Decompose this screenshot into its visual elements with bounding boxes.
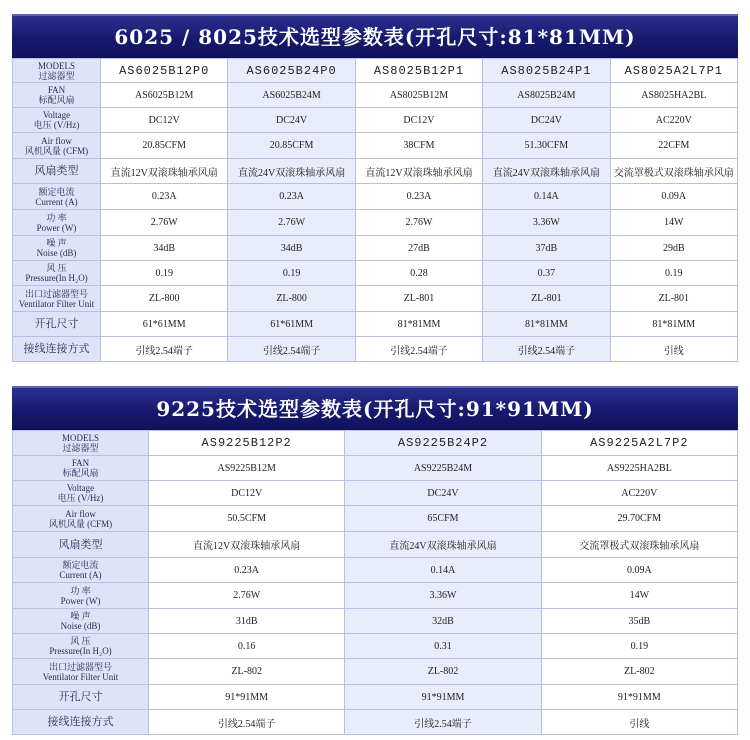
- table-cell: 22CFM: [610, 133, 737, 159]
- table-cell: 引线: [610, 337, 737, 362]
- table-cell: 65CFM: [345, 506, 541, 532]
- row-label: [13, 286, 101, 312]
- table-cell: 14W: [610, 210, 737, 236]
- row-label-primary: 额定电流: [38, 186, 75, 197]
- row-label-secondary: 风机风量 (CFM): [24, 145, 89, 156]
- table-cell: 0.19: [101, 261, 228, 286]
- spec-table: [12, 430, 738, 735]
- row-label-secondary: 标配风扇: [38, 95, 75, 105]
- table-cell: 2.76W: [101, 210, 228, 236]
- table-row: [13, 506, 738, 532]
- table-cell: 20.85CFM: [101, 133, 228, 159]
- table-cell: ZL-801: [355, 286, 482, 312]
- table-row: [13, 312, 738, 337]
- row-label-primary: 出口过滤器型号: [24, 288, 88, 299]
- table-cell: 91*91MM: [541, 685, 737, 710]
- table-row: [13, 286, 738, 312]
- table-row: [13, 634, 738, 659]
- row-label: [13, 337, 101, 362]
- row-label-primary: FAN: [47, 85, 66, 95]
- table-cell: 0.09A: [610, 184, 737, 210]
- table-cell: 3.36W: [483, 210, 610, 236]
- table-cell: 直流24V双滚珠轴承风扇: [228, 159, 355, 184]
- table-cell: DC12V: [149, 481, 345, 506]
- table-cell: 2.76W: [355, 210, 482, 236]
- row-label: [13, 685, 149, 710]
- table-cell: 2.76W: [228, 210, 355, 236]
- table-cell: ZL-802: [345, 659, 541, 685]
- table-cell: 直流12V双滚珠轴承风扇: [149, 532, 345, 558]
- row-label: [13, 583, 149, 609]
- row-label-primary: 噪 声: [46, 238, 67, 248]
- row-label-primary: Voltage: [66, 483, 95, 493]
- table-row: [13, 532, 738, 558]
- row-label-primary: Air flow: [65, 508, 96, 519]
- table-cell: ZL-800: [228, 286, 355, 312]
- table-cell: 0.23A: [101, 184, 228, 210]
- table-row: [13, 583, 738, 609]
- row-label-secondary: Noise (dB): [36, 248, 77, 258]
- row-label-primary: 开孔尺寸: [34, 318, 79, 330]
- row-label: [13, 236, 101, 261]
- table-cell: AS6025B12P0: [101, 59, 228, 83]
- table-cell: 31dB: [149, 609, 345, 634]
- table-cell: AS8025A2L7P1: [610, 59, 737, 83]
- table-cell: 29.70CFM: [541, 506, 737, 532]
- table-cell: AS8025B12M: [355, 83, 482, 108]
- row-label-secondary: Current (A): [35, 196, 78, 207]
- table-row: [13, 133, 738, 159]
- table-cell: 27dB: [355, 236, 482, 261]
- row-label-primary: Air flow: [41, 135, 72, 146]
- table-cell: 0.31: [345, 634, 541, 659]
- row-label: [13, 532, 149, 558]
- row-label-primary: 出口过滤器型号: [48, 661, 112, 672]
- table-cell: DC24V: [228, 108, 355, 133]
- table-row: [13, 59, 738, 83]
- table-cell: AS9225B12M: [149, 456, 345, 481]
- row-label: [13, 83, 101, 108]
- row-label: [13, 431, 149, 456]
- row-label-primary: 接线连接方式: [23, 343, 90, 355]
- table-cell: 2.76W: [149, 583, 345, 609]
- table-row: [13, 337, 738, 362]
- row-label-secondary: Noise (dB): [60, 621, 101, 631]
- row-label: [13, 312, 101, 337]
- table-cell: 32dB: [345, 609, 541, 634]
- row-label-secondary: Pressure(In H₂O): [49, 646, 112, 656]
- table-row: [13, 659, 738, 685]
- table-row: [13, 431, 738, 456]
- table-cell: 0.19: [541, 634, 737, 659]
- table-row: [13, 236, 738, 261]
- table-cell: 0.28: [355, 261, 482, 286]
- row-label: [13, 609, 149, 634]
- row-label-secondary: Power (W): [36, 222, 77, 233]
- table-cell: 51.30CFM: [483, 133, 610, 159]
- table-cell: 引线2.54端子: [483, 337, 610, 362]
- table-cell: 0.23A: [228, 184, 355, 210]
- row-label: [13, 210, 101, 236]
- table-cell: 20.85CFM: [228, 133, 355, 159]
- table-cell: 81*81MM: [355, 312, 482, 337]
- table-cell: 0.16: [149, 634, 345, 659]
- table-cell: 29dB: [610, 236, 737, 261]
- table-cell: 引线2.54端子: [345, 710, 541, 735]
- table-cell: 0.14A: [345, 558, 541, 583]
- table-row: [13, 481, 738, 506]
- table-cell: AS6025B12M: [101, 83, 228, 108]
- row-label: [13, 261, 101, 286]
- row-label-primary: 额定电流: [62, 560, 99, 570]
- row-label: [13, 634, 149, 659]
- row-label-secondary: Ventilator Filter Unit: [42, 671, 119, 682]
- table-cell: ZL-802: [149, 659, 345, 685]
- table-cell: ZL-801: [483, 286, 610, 312]
- row-label: [13, 108, 101, 133]
- table-cell: 直流24V双滚珠轴承风扇: [483, 159, 610, 184]
- table-cell: AS6025B24M: [228, 83, 355, 108]
- table-cell: 3.36W: [345, 583, 541, 609]
- table-title: 6025 / 8025技术选型参数表(开孔尺寸:81*81MM): [12, 14, 738, 58]
- table-title: 9225技术选型参数表(开孔尺寸:91*91MM): [12, 386, 738, 430]
- table-row: [13, 558, 738, 583]
- row-label-primary: 开孔尺寸: [58, 691, 103, 703]
- table-cell: 0.14A: [483, 184, 610, 210]
- row-label-primary: 风 压: [70, 636, 91, 646]
- table-cell: 0.37: [483, 261, 610, 286]
- table-cell: 81*81MM: [610, 312, 737, 337]
- table-cell: 35dB: [541, 609, 737, 634]
- table-row: [13, 710, 738, 735]
- table-cell: 直流24V双滚珠轴承风扇: [345, 532, 541, 558]
- table-cell: DC12V: [101, 108, 228, 133]
- row-label: [13, 558, 149, 583]
- row-label-primary: 功 率: [70, 585, 91, 596]
- table-cell: 61*61MM: [228, 312, 355, 337]
- table-cell: AS8025B24M: [483, 83, 610, 108]
- table-cell: 0.23A: [355, 184, 482, 210]
- table-cell: AS9225B24M: [345, 456, 541, 481]
- table-cell: 91*91MM: [149, 685, 345, 710]
- table-row: [13, 609, 738, 634]
- row-label: [13, 659, 149, 685]
- spec-table-9225: [12, 386, 738, 735]
- table-cell: 50.5CFM: [149, 506, 345, 532]
- table-cell: 38CFM: [355, 133, 482, 159]
- table-cell: 引线2.54端子: [101, 337, 228, 362]
- row-label-primary: MODELS: [37, 60, 75, 71]
- table-row: [13, 210, 738, 236]
- row-label-primary: 接线连接方式: [47, 716, 114, 728]
- row-label-primary: 风扇类型: [58, 538, 103, 551]
- table-cell: 引线2.54端子: [228, 337, 355, 362]
- row-label-primary: 风扇类型: [34, 165, 79, 177]
- table-row: [13, 83, 738, 108]
- table-cell: 直流12V双滚珠轴承风扇: [101, 159, 228, 184]
- row-label-secondary: 电压 (V/Hz): [57, 493, 104, 503]
- row-label: [13, 456, 149, 481]
- row-label: [13, 159, 101, 184]
- table-cell: 61*61MM: [101, 312, 228, 337]
- table-cell: DC12V: [355, 108, 482, 133]
- table-cell: 0.19: [610, 261, 737, 286]
- row-label-secondary: Current (A): [59, 570, 102, 580]
- table-cell: AS9225HA2BL: [541, 456, 737, 481]
- table-cell: AS8025B24P1: [483, 59, 610, 83]
- table-cell: 37dB: [483, 236, 610, 261]
- table-cell: DC24V: [345, 481, 541, 506]
- row-label-secondary: Pressure(In H₂O): [25, 273, 88, 283]
- row-label-secondary: 过滤器型: [38, 70, 75, 81]
- row-label-primary: MODELS: [61, 433, 99, 443]
- row-label-primary: Voltage: [42, 110, 71, 120]
- row-label-secondary: 风机风量 (CFM): [48, 518, 113, 529]
- table-row: [13, 184, 738, 210]
- table-cell: ZL-802: [541, 659, 737, 685]
- table-cell: AS6025B24P0: [228, 59, 355, 83]
- table-cell: 91*91MM: [345, 685, 541, 710]
- row-label: [13, 710, 149, 735]
- row-label-secondary: 电压 (V/Hz): [33, 120, 80, 130]
- table-row: [13, 159, 738, 184]
- table-cell: 引线2.54端子: [355, 337, 482, 362]
- table-row: [13, 456, 738, 481]
- table-cell: 直流12V双滚珠轴承风扇: [355, 159, 482, 184]
- spec-table-6025-8025: [12, 14, 738, 362]
- table-cell: DC24V: [483, 108, 610, 133]
- table-cell: 0.09A: [541, 558, 737, 583]
- row-label: [13, 59, 101, 83]
- table-cell: AC220V: [541, 481, 737, 506]
- row-label-primary: 噪 声: [70, 611, 91, 621]
- table-cell: AS9225B24P2: [345, 431, 541, 456]
- table-cell: AS9225B12P2: [149, 431, 345, 456]
- table-cell: AS9225A2L7P2: [541, 431, 737, 456]
- row-label: [13, 133, 101, 159]
- table-cell: 34dB: [101, 236, 228, 261]
- table-cell: 引线: [541, 710, 737, 735]
- table-cell: AS8025HA2BL: [610, 83, 737, 108]
- table-cell: 34dB: [228, 236, 355, 261]
- row-label-primary: 风 压: [46, 263, 67, 273]
- table-cell: 交流罩极式双滚珠轴承风扇: [541, 532, 737, 558]
- row-label-primary: 功 率: [46, 212, 67, 223]
- row-label-secondary: Ventilator Filter Unit: [18, 298, 95, 309]
- row-label-primary: FAN: [71, 458, 90, 468]
- table-row: [13, 685, 738, 710]
- row-label: [13, 506, 149, 532]
- table-cell: 0.23A: [149, 558, 345, 583]
- table-cell: 0.19: [228, 261, 355, 286]
- row-label: [13, 184, 101, 210]
- spec-table: [12, 58, 738, 362]
- row-label: [13, 481, 149, 506]
- table-cell: 14W: [541, 583, 737, 609]
- table-cell: ZL-801: [610, 286, 737, 312]
- row-label-secondary: 过滤器型: [62, 443, 99, 453]
- table-row: [13, 108, 738, 133]
- table-cell: 引线2.54端子: [149, 710, 345, 735]
- table-cell: 81*81MM: [483, 312, 610, 337]
- table-cell: AC220V: [610, 108, 737, 133]
- table-cell: AS8025B12P1: [355, 59, 482, 83]
- row-label-secondary: 标配风扇: [62, 468, 99, 478]
- row-label-secondary: Power (W): [60, 595, 101, 606]
- table-cell: ZL-800: [101, 286, 228, 312]
- table-cell: 交流罩极式双滚珠轴承风扇: [610, 159, 737, 184]
- table-row: [13, 261, 738, 286]
